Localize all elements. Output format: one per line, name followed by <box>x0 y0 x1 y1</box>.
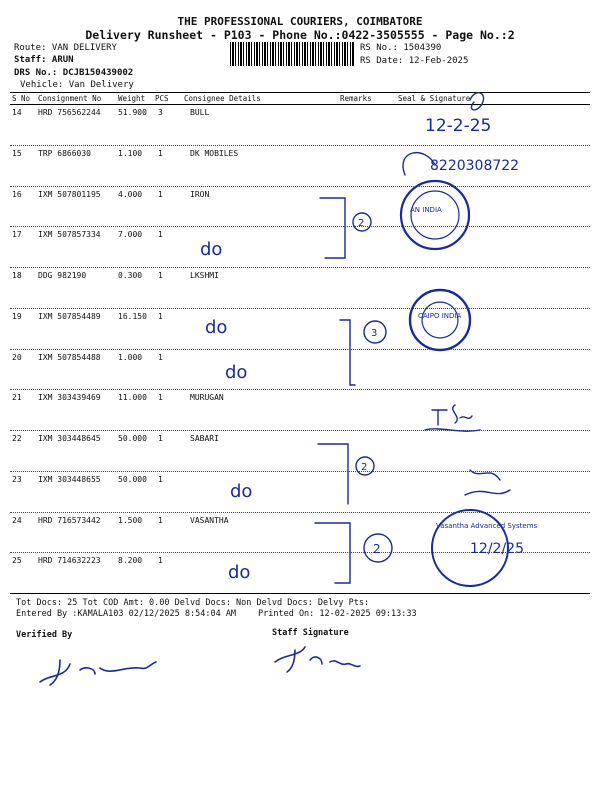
row-consignment-no: IXM 507801195 <box>38 189 101 199</box>
bracket-19-21 <box>340 320 355 385</box>
row-sno: 20 <box>12 352 22 362</box>
bracket-22-23 <box>318 444 348 504</box>
row-weight: 0.300 <box>118 271 143 280</box>
row-weight: 8.200 <box>118 556 143 566</box>
row-sno: 23 <box>12 474 22 484</box>
col-remarks: Remarks <box>340 94 372 103</box>
svg-text:2: 2 <box>358 218 365 229</box>
row-consignee: MURUGAN <box>190 393 224 403</box>
stamp-text-2: CAIPO INDIA <box>418 312 462 320</box>
bracket-16-17 <box>320 198 345 258</box>
col-sno: S No <box>12 94 31 103</box>
row-consignment-no: IXM 303448655 <box>38 474 101 484</box>
row-pcs: 1 <box>158 556 163 566</box>
row-consignment-no: TRP 6866030 <box>38 148 91 158</box>
row-sno: 18 <box>12 271 22 280</box>
row-divider <box>10 430 590 431</box>
row-consignment-no: HRD 756562244 <box>38 108 101 117</box>
row-divider <box>10 552 590 553</box>
ditto-row19: do <box>205 317 228 338</box>
vehicle-label: Vehicle: Van Delivery <box>20 80 134 90</box>
verified-by-label: Verified By <box>16 630 73 640</box>
totals-line: Tot Docs: 25 Tot COD Amt: 0.00 Delvd Docs: Non Delvd Docs: Delvy Pts: <box>16 598 370 608</box>
row-sno: 16 <box>12 189 22 199</box>
entered-by: Entered By :KAMALA103 02/12/2025 8:54:04 AM <box>16 609 237 619</box>
row-sno: 14 <box>12 108 22 117</box>
row-weight: 1.000 <box>118 352 143 362</box>
printed-on: Printed On: 12-02-2025 09:13:33 <box>258 609 417 619</box>
company-title: THE PROFESSIONAL COURIERS, COIMBATORE <box>177 15 423 28</box>
row-consignment-no: HRD 716573442 <box>38 515 101 525</box>
row-divider <box>10 389 590 390</box>
row-pcs: 1 <box>158 311 163 321</box>
route-label: Route: VAN DELIVERY <box>14 43 117 53</box>
row-sno: 22 <box>12 434 22 443</box>
row-sno: 15 <box>12 148 22 158</box>
verified-by-signature <box>40 660 156 685</box>
row-consignee: DK MOBILES <box>190 148 239 158</box>
handwritten-date: 12-2-25 <box>425 116 492 136</box>
row-sno: 17 <box>12 230 22 240</box>
row-sno: 19 <box>12 311 22 321</box>
row-pcs: 1 <box>158 148 163 158</box>
row-weight: 11.000 <box>118 393 147 403</box>
ditto-row25: do <box>228 562 251 583</box>
row-pcs: 1 <box>158 434 163 443</box>
table-header-rule <box>10 104 590 105</box>
row-sno: 25 <box>12 556 22 566</box>
row-divider <box>10 145 590 146</box>
staff-signature-mark <box>275 647 360 672</box>
stamp-text-3: Vasantha Advanced Systems <box>436 522 538 530</box>
col-weight: Weight <box>118 94 146 103</box>
row-consignee: LKSHMI <box>190 271 219 280</box>
row-consignee: VASANTHA <box>190 515 229 525</box>
row-pcs: 1 <box>158 393 163 403</box>
row23-scribble <box>465 470 510 495</box>
staff-signature-label: Staff Signature <box>272 628 349 638</box>
circled-2-b <box>356 457 374 475</box>
row-consignment-no: IXM 507857334 <box>38 230 101 240</box>
row-weight: 50.000 <box>118 434 147 443</box>
row-pcs: 1 <box>158 352 163 362</box>
row-pcs: 1 <box>158 515 163 525</box>
staff-label: Staff: ARUN <box>14 55 74 65</box>
stamp-circle-3 <box>432 510 508 586</box>
row-divider <box>10 267 590 268</box>
col-consignee: Consignee Details <box>184 94 261 103</box>
row-divider <box>10 471 590 472</box>
row-pcs: 3 <box>158 108 163 117</box>
stamp-circle-1 <box>401 181 469 249</box>
barcode <box>230 42 354 66</box>
row-weight: 50.000 <box>118 474 147 484</box>
ditto-row23: do <box>230 481 253 502</box>
svg-text:2: 2 <box>373 542 381 556</box>
circled-3 <box>364 321 386 343</box>
row-divider <box>10 349 590 350</box>
table-bottom-rule <box>10 593 590 594</box>
stamp-circle-2 <box>410 290 470 350</box>
table-top-rule <box>10 92 590 93</box>
ditto-row20: do <box>225 362 248 383</box>
col-pcs: PCS <box>155 94 169 103</box>
row-consignment-no: IXM 303439469 <box>38 393 101 403</box>
col-consignment: Consignment No <box>38 94 102 103</box>
row-consignee: BULL <box>190 108 210 117</box>
svg-text:2: 2 <box>361 462 368 473</box>
row-consignment-no: DDG 982190 <box>38 271 87 280</box>
row-pcs: 1 <box>158 474 163 484</box>
row-weight: 1.100 <box>118 148 143 158</box>
row-pcs: 1 <box>158 189 163 199</box>
circled-2-a <box>353 213 371 231</box>
rs-date: RS Date: 12-Feb-2025 <box>360 56 469 66</box>
drs-number: DRS No.: DCJB150439002 <box>14 68 134 78</box>
row-sno: 21 <box>12 393 22 403</box>
row-weight: 16.150 <box>118 311 147 321</box>
circled-2-c <box>364 534 392 562</box>
row-consignee: IRON <box>190 189 210 199</box>
row15-scribble <box>403 153 435 175</box>
seal-header-scribble <box>470 93 484 110</box>
row-consignment-no: HRD 714632223 <box>38 556 101 566</box>
row-consignee: SABARI <box>190 434 219 443</box>
handwritten-phone: 8220308722 <box>430 158 520 174</box>
row-consignment-no: IXM 507854489 <box>38 311 101 321</box>
svg-text:3: 3 <box>371 328 378 339</box>
row-weight: 4.000 <box>118 189 143 199</box>
ditto-row17: do <box>200 239 223 260</box>
runsheet-title: Delivery Runsheet - P103 - Phone No.:0422-3505555 - Page No.:2 <box>85 28 515 42</box>
row-divider <box>10 226 590 227</box>
row-weight: 51.900 <box>118 108 147 117</box>
row-pcs: 1 <box>158 230 163 240</box>
row21-signature <box>432 405 472 425</box>
row-sno: 24 <box>12 515 22 525</box>
row-pcs: 1 <box>158 271 163 280</box>
row-divider <box>10 308 590 309</box>
col-seal-signature: Seal & Signature <box>398 94 471 103</box>
stamp-date: 12/2/25 <box>470 541 524 557</box>
row-weight: 7.000 <box>118 230 143 240</box>
rs-number: RS No.: 1504390 <box>360 43 442 53</box>
stamp-text-1: AN INDIA <box>410 206 442 214</box>
row-consignment-no: IXM 303448645 <box>38 434 101 443</box>
row-consignment-no: IXM 507854488 <box>38 352 101 362</box>
row-divider <box>10 512 590 513</box>
row-divider <box>10 186 590 187</box>
row-weight: 1.500 <box>118 515 143 525</box>
